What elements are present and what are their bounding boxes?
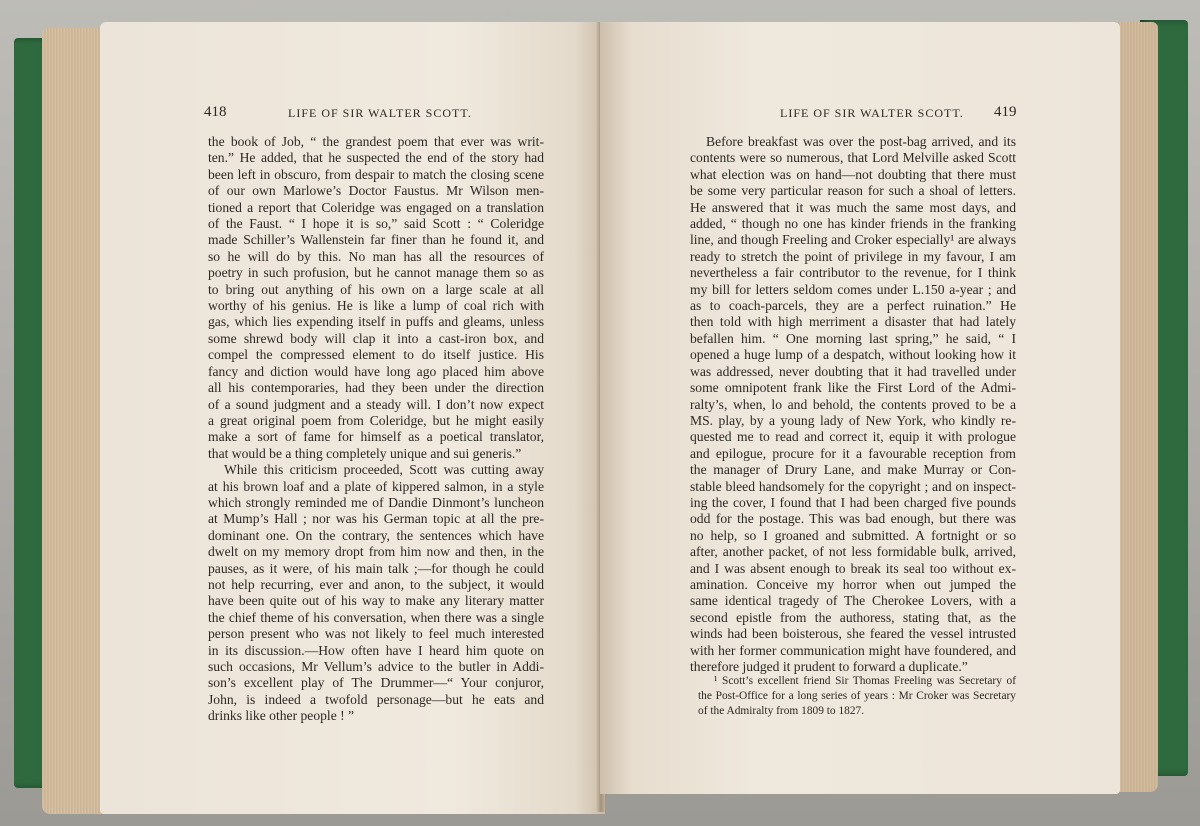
text-line: odd for the postage. This was bad enough, but there was [690,511,1016,527]
footnote-line: the Post-Office for a long series of years : Mr Croker was Secretary [698,690,1016,702]
footnote-line: of the Admiralty from 1809 to 1827. [698,705,865,717]
text-line: added, “ though no one has kinder friends in the franking [690,216,1016,232]
text-line: the manager of Drury Lane, and make Murray or Con- [690,462,1016,478]
text-line: which strongly reminded me of Dandie Dinmont’s luncheon [208,494,544,510]
text-line: Before breakfast was over the post-bag arrived, and its [706,134,1016,149]
text-line: worthy of his genius. He is like a lump of coal rich with [208,298,544,314]
text-line: a great original poem from Coleridge, but he might easily [208,412,544,428]
text-line: John, is indeed a twofold personage—but he eats and [208,691,544,707]
text-line: my bill for letters seldom comes under L.150 a-year ; and [690,281,1016,297]
text-line: line, and though Freeling and Croker especially¹ are always [690,232,1016,248]
text-line: made Schiller’s Wallenstein far finer than he found it, and [208,232,544,248]
text-line: ralty’s, when, lo and behold, the contents proved to be a [690,396,1016,412]
text-line: at Mump’s Hall ; nor was his German topic at all the pre- [208,511,544,527]
text-line: was addressed, never doubting that it had travelled under [690,363,1016,379]
text-line: MS. play, by a young lady of New York, who kindly re- [690,412,1016,428]
left-page-text [208,134,544,725]
text-line: and epilogue, procure for it a favourable reception from [690,445,1016,461]
text-line: He answered that it was much the same most days, and [690,199,1016,215]
text-line: opened a huge lump of a despatch, without looking how it [690,347,1016,363]
footnote-line: ¹ Scott’s excellent friend Sir Thomas Freeling was Secretary of [714,675,1016,687]
text-line: as to coach-parcels, they are a perfect ruination.” He [690,298,1016,314]
text-line: therefore judged it prudent to forward a duplicate.” [690,659,968,674]
text-line: compel the compressed element to do itself justice. His [208,347,544,363]
text-line: second epistle from the authoress, stating that, as the [690,609,1016,625]
text-line: drinks like other people ! ” [208,708,355,724]
text-line: after, another packet, of not less formidable bulk, arrived, [690,544,1016,560]
right-running-head: LIFE OF SIR WALTER SCOTT. [780,106,964,120]
text-line: befallen him. “ One morning last spring,” he said, “ I [690,330,1016,346]
text-line: what election was on hand—not doubting that there must [690,166,1016,182]
text-line: While this criticism proceeded, Scott was cutting away [224,462,544,478]
text-line: been left in obscuro, from despair to match the closing scene [208,166,544,182]
text-line: no help, so I groaned and submitted. A fortnight or so [690,527,1016,543]
right-page-number: 419 [994,104,1017,120]
text-line: some omnipotent frank like the First Lord of the Admi- [690,380,1016,396]
text-line: the book of Job, “ the grandest poem that ever was writ- [208,134,544,149]
right-page [600,22,1120,794]
text-line: make a sort of fame for himself as a poetical translator, [208,429,544,445]
text-line: all his contemporaries, had they been under the direction [208,380,544,396]
text-line: of the Faust. “ I hope it is so,” said Scott : “ Coleridge [208,216,544,232]
text-line: gas, which lies expending itself in puffs and gleams, unless [208,314,544,330]
text-line: contents were so numerous, that Lord Melville asked Scott [690,150,1016,166]
text-line: of our own Marlowe’s Doctor Faustus. Mr Wilson men- [208,183,544,199]
text-line: stable bleed handsomely for the copyright ; and on inspect- [690,478,1016,494]
text-line: ready to stretch the point of privilege in my favour, I am [690,248,1016,264]
text-line: amination. Conceive my horror when out jumped the [690,576,1016,592]
text-line: ten.” He added, that he suspected the end of the story had [208,150,544,166]
text-line: with her former communication might have foundered, and [690,642,1016,658]
text-line: some shrewd body will clap it into a cast-iron box, and [208,330,544,346]
text-line: person present who was not likely to feel much interested [208,626,544,642]
text-line: fancy and diction would have long ago placed him above [208,363,544,379]
text-line: have been quite out of his way to make any literary matter [208,593,544,609]
left-page-number: 418 [204,104,227,120]
left-running-head: LIFE OF SIR WALTER SCOTT. [288,106,472,120]
text-line: the chief theme of his conversation, when there was a single [208,609,544,625]
text-line: such occasions, Mr Vellum’s advice to the butler in Addi- [208,659,544,674]
text-line: and I was absent enough to break its seal too without ex- [690,560,1016,576]
text-line: to bring out anything of his own on a large scale at all [208,281,544,297]
text-line: that would be a thing completely unique and sui generis.” [208,445,522,461]
left-page [100,22,605,814]
text-line: pauses, as it were, of his main talk ;—for though he could [208,560,544,576]
text-line: poetry in such profusion, but he cannot manage them so as [208,265,544,281]
text-line: of a sound judgment and a steady will. I don’t now expect [208,396,544,412]
text-line: so he will do by this. No man has all the resources of [208,248,544,264]
text-line: then told with high merriment a disaster that had lately [690,314,1016,330]
text-line: not help recurring, ever and anon, to the subject, it would [208,576,544,592]
text-line: in its discussion.—How often have I heard him quote on [208,642,544,658]
text-line: dominant one. On the contrary, the sentences which have [208,527,544,543]
text-line: nevertheless a fair contributor to the revenue, for I think [690,265,1016,281]
text-line: at his brown loaf and a plate of kippered salmon, in a style [208,478,544,494]
text-line: be some very particular reason for such a shoal of letters. [690,183,1016,199]
text-line: ing the cover, I found that I had been charged five pounds [690,494,1016,510]
text-line: dwelt on my memory dropt from him now and then, in the [208,544,544,560]
text-line: winds had been boisterous, she feared the vessel intrusted [690,626,1016,642]
text-line: son’s excellent play of The Drummer—“ Your conjuror, [208,675,544,691]
text-line: quested me to read and correct it, equip it with prologue [690,429,1016,445]
text-line: same identical tragedy of The Cherokee Lovers, with a [690,593,1016,609]
right-page-text [690,134,1016,675]
text-line: tioned a report that Coleridge was engaged on a translation [208,199,544,215]
footnote [698,674,1016,719]
